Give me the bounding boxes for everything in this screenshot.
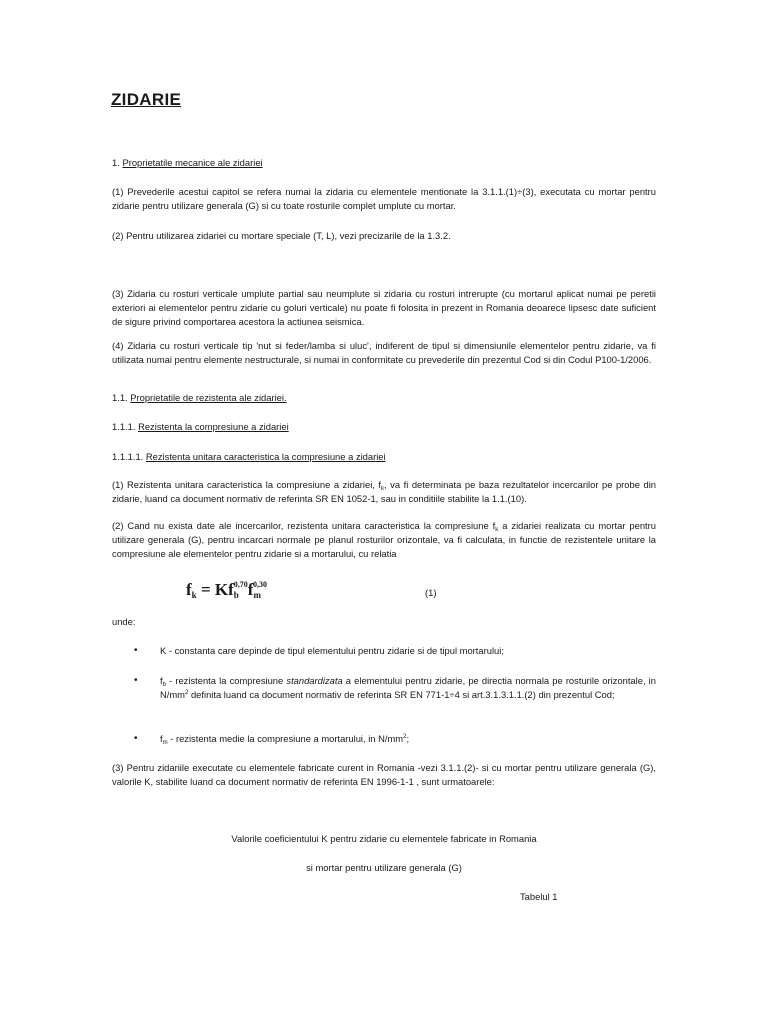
paragraph-3: (3) Zidaria cu rosturi verticale umplute partial sau neumplute si zidaria cu rosturi intrerupte (cu mortarul aplicat numai pe peretii exteriori ai elementelor pentru zidarie cu goluri verticale) nu poate fi folosita in prezent in Romania deoarece lipsesc date suficient de sigure privind comportarea acestora la actiunea seismica. (112, 288, 656, 327)
formula-eq: = Kf (196, 580, 234, 599)
section-number: 1.1.1.1. (112, 451, 146, 462)
section-1-1-1-heading (112, 420, 656, 434)
formula-1 (186, 574, 267, 606)
table-label: Tabelul 1 (520, 891, 558, 902)
superscript: 2 (403, 734, 407, 740)
page-title: ZIDARIE (111, 90, 182, 109)
bullet-icon: • (134, 675, 138, 686)
text-run: , va fi determinata pe baza rezultatelor incercarilor pe probe din zidarie, luand ca document normativ de referinta SR EN 1052-1, sau in conditiile stabilite la 1.1.(10). (112, 479, 656, 504)
formula-subscript: k (191, 590, 197, 600)
superscript: 2 (185, 690, 189, 696)
formula-exponent: 0,30 (252, 580, 267, 589)
subscript: k (381, 486, 385, 492)
unde-label: unde: (112, 616, 136, 627)
paragraph-2: (2) Pentru utilizarea zidariei cu mortare speciale (T, L), vezi precizarile de la 1.3.2. (112, 230, 451, 241)
section-number: 1.1. (112, 392, 131, 403)
section-number: 1. (112, 157, 123, 168)
formula-exponent: 0,70 (233, 580, 248, 589)
text-run: (1) Rezistenta unitara caracteristica la compresiune a zidariei, f (112, 479, 382, 490)
emphasis: standardizata (286, 675, 343, 686)
formula-subscript: b (233, 590, 239, 600)
section-title: Rezistenta unitara caracteristica la compresiune a zidariei (145, 451, 386, 462)
subscript: k (495, 527, 499, 533)
table-caption-line-2: si mortar pentru utilizare generala (G) (306, 862, 462, 873)
paragraph-4: (4) Zidaria cu rosturi verticale tip 'nut si feder/lamba si uluc', indiferent de tipul si dimensiunile elementelor pentru zidarie, va fi utilizata numai pentru elemente nestructurale, si numai in conformitate cu prevederile din prezentul Cod si din Codul P100-1/2006. (112, 340, 656, 365)
paragraph-6 (112, 519, 656, 561)
section-1-heading (112, 156, 656, 170)
formula-subscript: m (253, 590, 261, 600)
equation-number: (1) (425, 587, 437, 598)
subscript: m (162, 740, 168, 746)
bullet-item-1: K - constanta care depinde de tipul elementului pentru zidarie si de tipul mortarului; (160, 645, 504, 656)
text-run: f (160, 733, 163, 744)
text-run: ; (406, 733, 410, 744)
paragraph-7: (3) Pentru zidariile executate cu elementele fabricate curent in Romania -vezi 3.1.1.(2)- si cu mortar pentru utilizare generala (G), valorile K, stabilite luand ca document normativ de referinta EN 1996-1-1 , sunt urmatoarele: (112, 762, 656, 787)
paragraph-1: (1) Prevederile acestui capitol se refera numai la zidaria cu elementele mentionate la 3.1.1.(1)÷(3), executata cu mortar pentru zidarie pentru utilizare generala (G) si cu toate rosturile complet umplute cu mortar. (112, 186, 656, 211)
section-title: Proprietatile de rezistenta ale zidariei. (130, 392, 287, 403)
paragraph-5 (112, 478, 656, 506)
section-title: Proprietatile mecanice ale zidariei (122, 157, 263, 168)
text-run: - rezistenta la compresiune (165, 675, 287, 686)
table-caption-line-1: Valorile coeficientului K pentru zidarie cu elementele fabricate in Romania (231, 833, 537, 844)
text-run: a zidariei realizata cu mortar pentru utilizare generala (G), pentru incarcari normale pe planul rosturilor orizontale, va fi calculata, in functie de rezistentele unitare la compresiune ale elementelor pentru zidarie si a mortarului, cu relatia (112, 520, 656, 559)
bullet-item-3 (160, 732, 656, 746)
text-run: (2) Cand nu exista date ale incercarilor, rezistenta unitara caracteristica la compresiune f (112, 520, 496, 531)
text-run: definita luand ca document normativ de referinta SR EN 771-1÷4 si art.3.1.3.1.1.(2) din prezentul Cod; (188, 689, 615, 700)
bullet-icon: • (134, 645, 138, 656)
formula-lhs: f (186, 580, 192, 599)
text-run: - rezistenta medie la compresiune a mortarului, in N/mm (167, 733, 404, 744)
section-number: 1.1.1. (112, 421, 139, 432)
section-1-1-heading (112, 391, 656, 405)
section-title: Rezistenta la compresiune a zidariei (138, 421, 289, 432)
bullet-item-2 (160, 674, 656, 702)
subscript: b (162, 682, 166, 688)
bullet-icon: • (134, 733, 138, 744)
text-run: f (160, 675, 163, 686)
text-run: a elementului pentru zidarie, pe directia normala pe rosturile orizontale, in N/mm (160, 675, 656, 700)
formula-term: f (247, 580, 254, 599)
section-1-1-1-1-heading (112, 450, 656, 464)
